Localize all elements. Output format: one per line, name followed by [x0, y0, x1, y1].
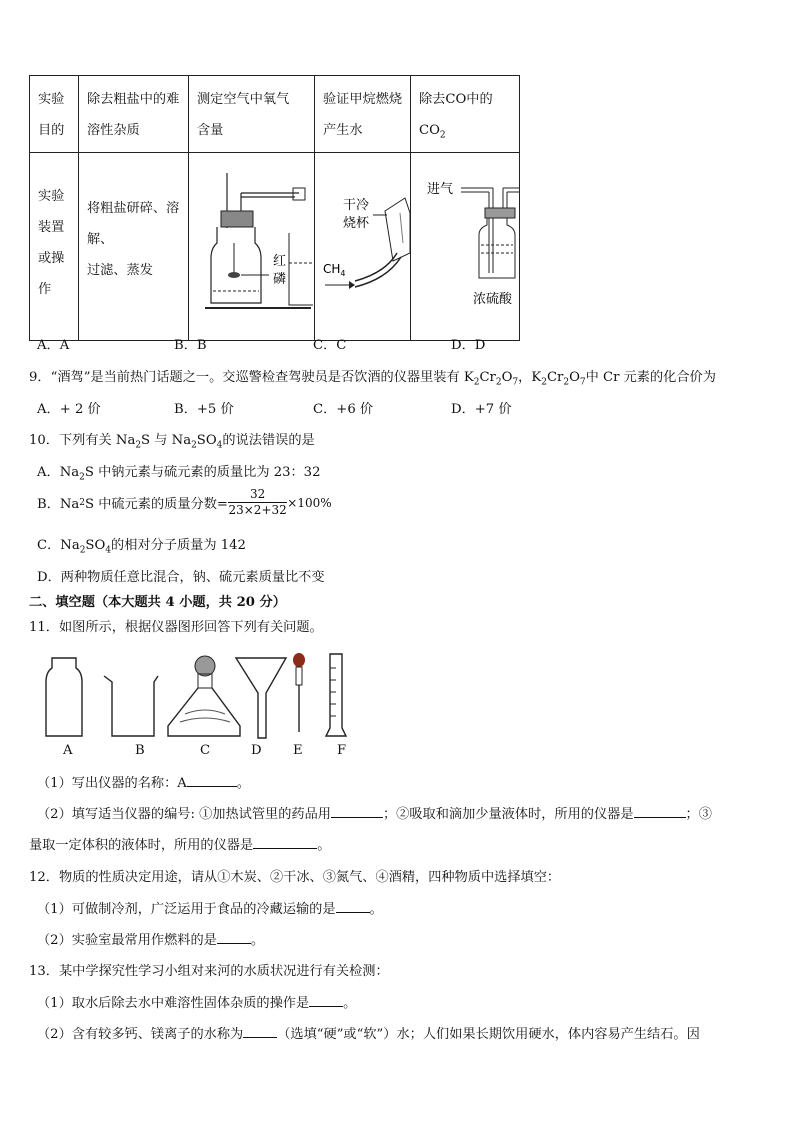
alcohol-lamp-icon: [168, 656, 240, 736]
red-phosphorus-label: 红: [273, 253, 287, 269]
q13-part2: （2）含有较多钙、镁离子的水称为 （选填“硬”或“软”）水；人们如果长期饮用硬水，体内容易产生结石。因: [37, 1023, 700, 1042]
answer-blank[interactable]: [253, 834, 317, 849]
answer-blank[interactable]: [634, 803, 686, 818]
wide-mouth-bottle-icon: [46, 658, 82, 736]
q11-part2-cont: 量取一定体积的液体时，所用的仪器是 。: [29, 834, 330, 853]
device-4: [411, 152, 520, 340]
device-1: 将粗盐研碎、溶解、 过滤、蒸发: [79, 152, 189, 340]
q9-option-b: B．+5 价: [174, 402, 234, 417]
q11-part2: （2）填写适当仪器的编号: ①加热试管里的药品用 ；②吸取和滴加少量液体时，所用的仪器是 ；③: [37, 803, 712, 822]
q11-stem: 11．如图所示，根据仪器图形回答下列有关问题。: [29, 620, 323, 635]
q9-option-a: A．+ 2 价: [37, 402, 101, 417]
q8-option-c: C．C: [313, 338, 347, 353]
funnel-icon: [236, 658, 286, 738]
q11-part1: （1）写出仪器的名称：A 。: [37, 772, 250, 791]
q10-option-d: D．两种物质任意比混合，钠、硫元素质量比不变: [37, 570, 325, 585]
instrument-label-c: C: [200, 743, 211, 758]
answer-blank[interactable]: [331, 803, 383, 818]
answer-blank[interactable]: [309, 992, 343, 1007]
methane-burning-figure: [315, 153, 410, 328]
experiment-table: [29, 75, 520, 341]
purpose-1: 除去粗盐中的难溶性杂质: [79, 76, 189, 153]
q10-option-b: B．Na 2 S 中硫元素的质量分数= $\frac{32}{23\times 2+32}$ ×100%: [37, 487, 332, 517]
section-heading: 二、填空题（本大题共 4 小题，共 20 分）: [29, 595, 286, 610]
q10-option-c: C．$Na_2SO_4$的相对分子质量为 142: [37, 538, 246, 556]
q8-option-b: B．B: [174, 338, 207, 353]
svg-text:磷: 磷: [273, 271, 287, 287]
instrument-label-f: F: [337, 743, 347, 758]
instrument-label-d: D: [251, 743, 262, 758]
answer-blank[interactable]: [217, 929, 251, 944]
instrument-label-e: E: [293, 743, 303, 758]
gas-washing-bottle-figure: [411, 153, 519, 328]
purpose-4: 除去CO中的$CO_2$: [411, 76, 520, 153]
answer-blank[interactable]: [243, 1023, 277, 1038]
svg-text:烧杯: 烧杯: [343, 215, 370, 231]
q12-stem: 12．物质的性质决定用途，请从①木炭、②干冰、③氮气、④酒精，四种物质中选择填空：: [29, 870, 561, 885]
q10-option-a: A．$Na_2S$ 中钠元素与硫元素的质量比为 23：32: [37, 465, 321, 483]
instrument-label-b: B: [135, 743, 145, 758]
q12-part2: （2）实验室最常用作燃料的是 。: [37, 929, 264, 948]
row-label-device: 实验装置或操作: [30, 152, 79, 340]
q13-stem: 13．某中学探究性学习小组对来河的水质状况进行有关检测：: [29, 964, 389, 979]
row-label-purpose: 实验目的: [30, 76, 79, 153]
beaker-icon: [104, 676, 158, 736]
mass-fraction: $\frac{32}{23\times 2+32}$: [228, 487, 287, 517]
dropper-icon: [293, 653, 305, 732]
conc-sulfuric-acid-label: 浓硫酸: [473, 291, 513, 307]
q8-option-a: A．A: [37, 338, 70, 353]
graduated-cylinder-icon: [326, 654, 346, 736]
purpose-2: 测定空气中氧气含量: [189, 76, 315, 153]
instrument-label-a: A: [63, 743, 73, 758]
phosphorus-apparatus-figure: [189, 153, 314, 328]
purpose-3: 验证甲烷燃烧产生水: [315, 76, 411, 153]
svg-text:CH4: $CH_4$: [323, 261, 346, 278]
q13-part1: （1）取水后除去水中难溶性固体杂质的操作是 。: [37, 992, 356, 1011]
q10-stem: 10．下列有关 $Na_2S$ 与 $Na_2SO_4$的说法错误的是: [29, 433, 315, 451]
device-3: [315, 152, 411, 340]
device-2: [189, 152, 315, 340]
answer-blank[interactable]: [187, 772, 237, 787]
svg-text:干冷: 干冷: [343, 197, 370, 213]
q12-part1: （1）可做制冷剂，广泛运用于食品的冷藏运输的是 。: [37, 898, 383, 917]
q9-stem: 9．“酒驾”是当前热门话题之一。交巡警检查驾驶员是否饮酒的仪器里装有 $K_2Cr_2O_7$，$K_2Cr_2O_7$中 Cr 元素的化合价为: [29, 370, 716, 388]
q8-option-d: D．D: [451, 338, 486, 353]
svg-text:进气: 进气: [427, 181, 454, 197]
q9-option-c: C．+6 价: [313, 402, 374, 417]
answer-blank[interactable]: [336, 898, 370, 913]
instruments-figure: [40, 648, 370, 743]
q9-option-d: D．+7 价: [451, 402, 512, 417]
